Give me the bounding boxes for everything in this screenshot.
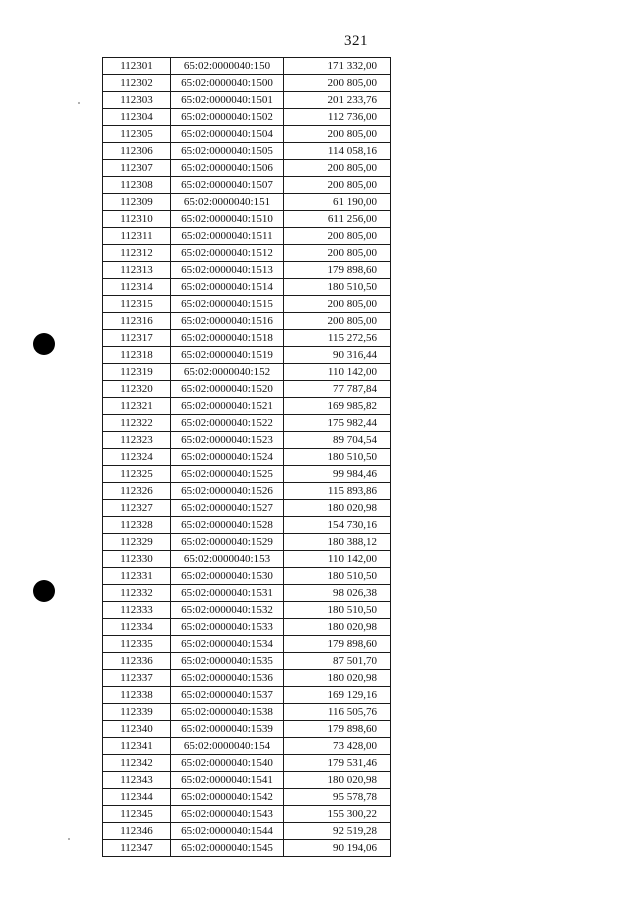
row-number-cell: 112326 xyxy=(103,483,171,500)
row-number-cell: 112308 xyxy=(103,177,171,194)
value-cell: 116 505,76 xyxy=(284,704,391,721)
value-cell: 61 190,00 xyxy=(284,194,391,211)
cadastral-number-cell: 65:02:0000040:153 xyxy=(171,551,284,568)
row-number-cell: 112321 xyxy=(103,398,171,415)
row-number-cell: 112330 xyxy=(103,551,171,568)
value-cell: 110 142,00 xyxy=(284,551,391,568)
row-number-cell: 112323 xyxy=(103,432,171,449)
value-cell: 200 805,00 xyxy=(284,177,391,194)
table-row xyxy=(103,177,391,194)
value-cell: 154 730,16 xyxy=(284,517,391,534)
table-row xyxy=(103,738,391,755)
table-row xyxy=(103,279,391,296)
value-cell: 180 510,50 xyxy=(284,279,391,296)
cadastral-number-cell: 65:02:0000040:1515 xyxy=(171,296,284,313)
cadastral-number-cell: 65:02:0000040:1529 xyxy=(171,534,284,551)
value-cell: 112 736,00 xyxy=(284,109,391,126)
cadastral-number-cell: 65:02:0000040:1527 xyxy=(171,500,284,517)
table-row xyxy=(103,670,391,687)
cadastral-number-cell: 65:02:0000040:1542 xyxy=(171,789,284,806)
scan-speck xyxy=(68,838,70,840)
value-cell: 200 805,00 xyxy=(284,160,391,177)
punch-hole-top xyxy=(33,333,55,355)
table-row xyxy=(103,517,391,534)
cadastral-number-cell: 65:02:0000040:1510 xyxy=(171,211,284,228)
value-cell: 200 805,00 xyxy=(284,126,391,143)
row-number-cell: 112315 xyxy=(103,296,171,313)
value-cell: 180 020,98 xyxy=(284,500,391,517)
row-number-cell: 112322 xyxy=(103,415,171,432)
cadastral-number-cell: 65:02:0000040:1512 xyxy=(171,245,284,262)
row-number-cell: 112332 xyxy=(103,585,171,602)
row-number-cell: 112328 xyxy=(103,517,171,534)
row-number-cell: 112302 xyxy=(103,75,171,92)
table-row xyxy=(103,585,391,602)
value-cell: 114 058,16 xyxy=(284,143,391,160)
value-cell: 180 510,50 xyxy=(284,449,391,466)
cadastral-number-cell: 65:02:0000040:1534 xyxy=(171,636,284,653)
table-row xyxy=(103,126,391,143)
row-number-cell: 112329 xyxy=(103,534,171,551)
cadastral-number-cell: 65:02:0000040:1533 xyxy=(171,619,284,636)
cadastral-number-cell: 65:02:0000040:151 xyxy=(171,194,284,211)
table-row xyxy=(103,823,391,840)
value-cell: 169 985,82 xyxy=(284,398,391,415)
value-cell: 200 805,00 xyxy=(284,75,391,92)
table-row xyxy=(103,313,391,330)
cadastral-number-cell: 65:02:0000040:1545 xyxy=(171,840,284,857)
table-row xyxy=(103,296,391,313)
scan-speck xyxy=(78,102,80,104)
cadastral-number-cell: 65:02:0000040:1505 xyxy=(171,143,284,160)
page-number: 321 xyxy=(344,33,368,49)
cadastral-number-cell: 65:02:0000040:1522 xyxy=(171,415,284,432)
cadastral-number-cell: 65:02:0000040:1526 xyxy=(171,483,284,500)
value-cell: 73 428,00 xyxy=(284,738,391,755)
row-number-cell: 112303 xyxy=(103,92,171,109)
row-number-cell: 112342 xyxy=(103,755,171,772)
row-number-cell: 112319 xyxy=(103,364,171,381)
row-number-cell: 112318 xyxy=(103,347,171,364)
cadastral-number-cell: 65:02:0000040:1528 xyxy=(171,517,284,534)
row-number-cell: 112312 xyxy=(103,245,171,262)
table-row xyxy=(103,194,391,211)
row-number-cell: 112324 xyxy=(103,449,171,466)
value-cell: 179 898,60 xyxy=(284,721,391,738)
value-cell: 99 984,46 xyxy=(284,466,391,483)
value-cell: 87 501,70 xyxy=(284,653,391,670)
table-row xyxy=(103,228,391,245)
row-number-cell: 112345 xyxy=(103,806,171,823)
cadastral-number-cell: 65:02:0000040:1507 xyxy=(171,177,284,194)
registry-table-body xyxy=(103,58,391,857)
row-number-cell: 112310 xyxy=(103,211,171,228)
cadastral-number-cell: 65:02:0000040:1532 xyxy=(171,602,284,619)
value-cell: 89 704,54 xyxy=(284,432,391,449)
value-cell: 90 194,06 xyxy=(284,840,391,857)
table-row xyxy=(103,109,391,126)
value-cell: 179 898,60 xyxy=(284,636,391,653)
table-row xyxy=(103,466,391,483)
cadastral-number-cell: 65:02:0000040:1544 xyxy=(171,823,284,840)
row-number-cell: 112338 xyxy=(103,687,171,704)
value-cell: 171 332,00 xyxy=(284,58,391,75)
row-number-cell: 112314 xyxy=(103,279,171,296)
table-row xyxy=(103,789,391,806)
cadastral-number-cell: 65:02:0000040:1506 xyxy=(171,160,284,177)
value-cell: 180 388,12 xyxy=(284,534,391,551)
row-number-cell: 112307 xyxy=(103,160,171,177)
table-row xyxy=(103,500,391,517)
row-number-cell: 112331 xyxy=(103,568,171,585)
value-cell: 611 256,00 xyxy=(284,211,391,228)
table-row xyxy=(103,432,391,449)
table-row xyxy=(103,619,391,636)
cadastral-number-cell: 65:02:0000040:1525 xyxy=(171,466,284,483)
value-cell: 115 893,86 xyxy=(284,483,391,500)
cadastral-number-cell: 65:02:0000040:1511 xyxy=(171,228,284,245)
value-cell: 200 805,00 xyxy=(284,245,391,262)
cadastral-number-cell: 65:02:0000040:1543 xyxy=(171,806,284,823)
value-cell: 155 300,22 xyxy=(284,806,391,823)
cadastral-number-cell: 65:02:0000040:1541 xyxy=(171,772,284,789)
cadastral-number-cell: 65:02:0000040:1514 xyxy=(171,279,284,296)
value-cell: 98 026,38 xyxy=(284,585,391,602)
cadastral-number-cell: 65:02:0000040:152 xyxy=(171,364,284,381)
row-number-cell: 112340 xyxy=(103,721,171,738)
row-number-cell: 112333 xyxy=(103,602,171,619)
table-row xyxy=(103,704,391,721)
row-number-cell: 112327 xyxy=(103,500,171,517)
cadastral-number-cell: 65:02:0000040:1530 xyxy=(171,568,284,585)
row-number-cell: 112306 xyxy=(103,143,171,160)
table-row xyxy=(103,568,391,585)
table-row xyxy=(103,381,391,398)
cadastral-number-cell: 65:02:0000040:1500 xyxy=(171,75,284,92)
cadastral-number-cell: 65:02:0000040:1501 xyxy=(171,92,284,109)
registry-table xyxy=(102,57,391,857)
cadastral-number-cell: 65:02:0000040:150 xyxy=(171,58,284,75)
value-cell: 180 510,50 xyxy=(284,602,391,619)
table-row xyxy=(103,755,391,772)
value-cell: 179 898,60 xyxy=(284,262,391,279)
table-row xyxy=(103,449,391,466)
table-row xyxy=(103,415,391,432)
row-number-cell: 112305 xyxy=(103,126,171,143)
row-number-cell: 112346 xyxy=(103,823,171,840)
table-row xyxy=(103,330,391,347)
table-row xyxy=(103,364,391,381)
value-cell: 200 805,00 xyxy=(284,296,391,313)
row-number-cell: 112335 xyxy=(103,636,171,653)
cadastral-number-cell: 65:02:0000040:1516 xyxy=(171,313,284,330)
row-number-cell: 112316 xyxy=(103,313,171,330)
cadastral-number-cell: 65:02:0000040:1519 xyxy=(171,347,284,364)
row-number-cell: 112337 xyxy=(103,670,171,687)
table-row xyxy=(103,347,391,364)
row-number-cell: 112344 xyxy=(103,789,171,806)
table-row xyxy=(103,653,391,670)
value-cell: 200 805,00 xyxy=(284,313,391,330)
value-cell: 169 129,16 xyxy=(284,687,391,704)
row-number-cell: 112334 xyxy=(103,619,171,636)
cadastral-number-cell: 65:02:0000040:1536 xyxy=(171,670,284,687)
row-number-cell: 112309 xyxy=(103,194,171,211)
value-cell: 201 233,76 xyxy=(284,92,391,109)
cadastral-number-cell: 65:02:0000040:1531 xyxy=(171,585,284,602)
row-number-cell: 112317 xyxy=(103,330,171,347)
cadastral-number-cell: 65:02:0000040:1518 xyxy=(171,330,284,347)
row-number-cell: 112339 xyxy=(103,704,171,721)
cadastral-number-cell: 65:02:0000040:1513 xyxy=(171,262,284,279)
table-row xyxy=(103,75,391,92)
value-cell: 200 805,00 xyxy=(284,228,391,245)
table-row xyxy=(103,806,391,823)
cadastral-number-cell: 65:02:0000040:154 xyxy=(171,738,284,755)
row-number-cell: 112343 xyxy=(103,772,171,789)
row-number-cell: 112320 xyxy=(103,381,171,398)
cadastral-number-cell: 65:02:0000040:1523 xyxy=(171,432,284,449)
table-row xyxy=(103,483,391,500)
value-cell: 180 020,98 xyxy=(284,619,391,636)
table-row xyxy=(103,211,391,228)
value-cell: 110 142,00 xyxy=(284,364,391,381)
value-cell: 179 531,46 xyxy=(284,755,391,772)
table-row xyxy=(103,772,391,789)
cadastral-number-cell: 65:02:0000040:1539 xyxy=(171,721,284,738)
cadastral-number-cell: 65:02:0000040:1537 xyxy=(171,687,284,704)
cadastral-number-cell: 65:02:0000040:1502 xyxy=(171,109,284,126)
table-row xyxy=(103,551,391,568)
value-cell: 90 316,44 xyxy=(284,347,391,364)
row-number-cell: 112301 xyxy=(103,58,171,75)
cadastral-number-cell: 65:02:0000040:1538 xyxy=(171,704,284,721)
value-cell: 180 020,98 xyxy=(284,670,391,687)
cadastral-number-cell: 65:02:0000040:1521 xyxy=(171,398,284,415)
cadastral-number-cell: 65:02:0000040:1504 xyxy=(171,126,284,143)
value-cell: 180 020,98 xyxy=(284,772,391,789)
row-number-cell: 112325 xyxy=(103,466,171,483)
table-row xyxy=(103,160,391,177)
cadastral-number-cell: 65:02:0000040:1520 xyxy=(171,381,284,398)
table-row xyxy=(103,687,391,704)
table-row xyxy=(103,58,391,75)
table-row xyxy=(103,602,391,619)
value-cell: 180 510,50 xyxy=(284,568,391,585)
value-cell: 92 519,28 xyxy=(284,823,391,840)
value-cell: 175 982,44 xyxy=(284,415,391,432)
value-cell: 95 578,78 xyxy=(284,789,391,806)
row-number-cell: 112341 xyxy=(103,738,171,755)
table-row xyxy=(103,92,391,109)
table-row xyxy=(103,143,391,160)
table-row xyxy=(103,840,391,857)
value-cell: 77 787,84 xyxy=(284,381,391,398)
table-row xyxy=(103,262,391,279)
table-row xyxy=(103,721,391,738)
value-cell: 115 272,56 xyxy=(284,330,391,347)
table-row xyxy=(103,245,391,262)
punch-hole-bottom xyxy=(33,580,55,602)
table-row xyxy=(103,534,391,551)
row-number-cell: 112347 xyxy=(103,840,171,857)
table-row xyxy=(103,636,391,653)
cadastral-number-cell: 65:02:0000040:1524 xyxy=(171,449,284,466)
cadastral-number-cell: 65:02:0000040:1535 xyxy=(171,653,284,670)
cadastral-number-cell: 65:02:0000040:1540 xyxy=(171,755,284,772)
row-number-cell: 112313 xyxy=(103,262,171,279)
row-number-cell: 112336 xyxy=(103,653,171,670)
row-number-cell: 112311 xyxy=(103,228,171,245)
table-row xyxy=(103,398,391,415)
row-number-cell: 112304 xyxy=(103,109,171,126)
